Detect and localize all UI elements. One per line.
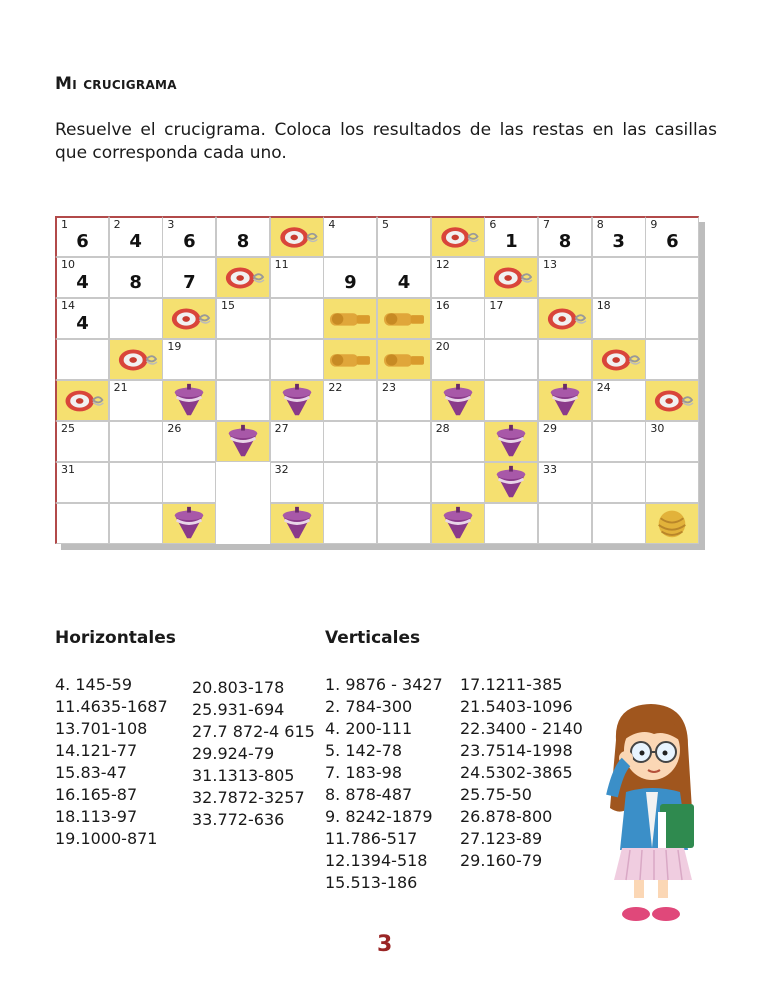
- horizontales-heading: Horizontales: [55, 628, 176, 648]
- crossword-cell[interactable]: [592, 421, 646, 462]
- clue-number: 32: [274, 463, 289, 476]
- clue-item: 17.1211-385: [460, 675, 563, 694]
- crossword-cell[interactable]: [431, 421, 485, 462]
- crossword-cell[interactable]: [55, 298, 109, 339]
- crossword-cell[interactable]: [592, 216, 646, 257]
- clue-item: 33.772-636: [192, 810, 285, 829]
- crossword-cell[interactable]: [55, 216, 109, 257]
- crossword-cell[interactable]: [55, 462, 109, 503]
- crossword-cell[interactable]: [109, 216, 163, 257]
- blocked-cell: [270, 380, 324, 421]
- clue-item: 25.931-694: [192, 700, 285, 719]
- clue-number: 14: [61, 299, 75, 312]
- clue-number: 6: [489, 218, 497, 231]
- crossword-cell[interactable]: [484, 380, 538, 421]
- cell-answer: 4: [397, 272, 411, 293]
- page-title: Mi crucigrama: [55, 74, 177, 94]
- crossword-cell[interactable]: [270, 339, 324, 380]
- crossword-cell[interactable]: [109, 462, 163, 503]
- clue-item: 32.7872-3257: [192, 788, 305, 807]
- cell-answer: 6: [666, 231, 679, 252]
- blocked-cell: [484, 421, 538, 462]
- crossword-cell[interactable]: [538, 462, 592, 503]
- blocked-cell: [484, 462, 538, 503]
- clue-item: 13.701-108: [55, 719, 148, 738]
- crossword-cell[interactable]: [431, 462, 485, 503]
- cell-answer: 8: [558, 231, 572, 252]
- clue-item: 20.803-178: [192, 678, 285, 697]
- verticales-column-1: [325, 674, 443, 894]
- crossword-cell[interactable]: [323, 257, 377, 298]
- blocked-cell: [162, 298, 216, 339]
- blocked-cell: [109, 339, 163, 380]
- blocked-cell: [162, 503, 216, 544]
- clue-number: 8: [596, 218, 604, 231]
- crossword-cell[interactable]: [431, 339, 485, 380]
- crossword-cell[interactable]: [592, 380, 646, 421]
- girl-illustration: [596, 700, 706, 930]
- blocked-cell: [216, 257, 270, 298]
- crossword-cell[interactable]: [645, 298, 699, 339]
- verticales-heading: Verticales: [325, 628, 421, 648]
- cell-answer: 4: [76, 313, 89, 334]
- crossword-cell[interactable]: [216, 380, 270, 421]
- blocked-cell: [323, 339, 377, 380]
- cell-answer: 7: [183, 272, 196, 293]
- crossword-cell[interactable]: [377, 421, 431, 462]
- page-number: 3: [377, 932, 393, 957]
- clue-item: 22.3400 - 2140: [460, 719, 583, 738]
- crossword-cell[interactable]: [377, 462, 431, 503]
- cell-answer: 4: [76, 272, 89, 293]
- clue-item: 24.5302-3865: [460, 763, 573, 782]
- crossword-cell[interactable]: [216, 216, 270, 257]
- clue-item: 15.83-47: [55, 763, 127, 782]
- crossword-cell[interactable]: [645, 257, 699, 298]
- crossword-cell[interactable]: [484, 216, 538, 257]
- crossword-cell[interactable]: [109, 503, 163, 544]
- cell-answer: 1: [505, 231, 518, 252]
- crossword-cell[interactable]: [162, 421, 216, 462]
- crossword-cell[interactable]: [431, 257, 485, 298]
- crossword-cell[interactable]: [162, 216, 216, 257]
- cell-answer: 3: [612, 231, 625, 252]
- crossword-cell[interactable]: [109, 298, 163, 339]
- cell-answer: 6: [183, 231, 196, 252]
- clue-number: 16: [435, 299, 450, 312]
- clue-number: 3: [167, 218, 175, 231]
- clue-item: 21.5403-1096: [460, 697, 573, 716]
- crossword-cell[interactable]: [645, 421, 699, 462]
- clue-item: 29.160-79: [460, 851, 543, 870]
- clue-item: 19.1000-871: [55, 829, 158, 848]
- clue-item: 16.165-87: [55, 785, 138, 804]
- clue-item: 11.786-517: [325, 829, 418, 848]
- blocked-cell: [55, 380, 109, 421]
- blocked-cell: [270, 503, 324, 544]
- crossword-cell[interactable]: [216, 339, 270, 380]
- crossword-cell[interactable]: [592, 298, 646, 339]
- clue-number: 1: [61, 218, 68, 231]
- clue-item: 7. 183-98: [325, 763, 403, 782]
- crossword-cell[interactable]: [270, 298, 324, 339]
- horizontales-column-1: [55, 674, 168, 850]
- crossword-cell[interactable]: [323, 503, 377, 544]
- clue-item: 4. 145-59: [55, 675, 133, 694]
- clue-item: 1. 9876 - 3427: [325, 675, 443, 694]
- crossword-cell[interactable]: [162, 462, 216, 503]
- clue-number: 15: [221, 299, 235, 312]
- blocked-cell: [645, 380, 699, 421]
- blocked-cell: [538, 298, 592, 339]
- clue-number: 7: [543, 218, 551, 231]
- crossword-cell[interactable]: [162, 339, 216, 380]
- blocked-cell: [431, 503, 485, 544]
- crossword-cell[interactable]: [216, 298, 270, 339]
- blocked-cell: [538, 380, 592, 421]
- clue-number: 26: [167, 422, 182, 435]
- crossword-cell[interactable]: [55, 503, 109, 544]
- crossword-cell[interactable]: [484, 339, 538, 380]
- clue-number: 17: [489, 299, 504, 312]
- crossword-cell[interactable]: [55, 421, 109, 462]
- clue-item: 15.513-186: [325, 873, 418, 892]
- crossword-cell[interactable]: [645, 216, 699, 257]
- blocked-cell: [377, 298, 431, 339]
- cell-answer: 8: [129, 272, 142, 293]
- crossword-cell[interactable]: [484, 298, 538, 339]
- crossword-cell[interactable]: [270, 462, 324, 503]
- blocked-cell: [162, 380, 216, 421]
- blocked-cell: [270, 216, 324, 257]
- clue-item: 26.878-800: [460, 807, 553, 826]
- crossword-cell[interactable]: [592, 257, 646, 298]
- crossword-cell[interactable]: [538, 216, 592, 257]
- crossword-cell[interactable]: [377, 503, 431, 544]
- clue-number: 20: [435, 340, 450, 353]
- horizontales-column-2: [192, 677, 315, 831]
- clue-number: 4: [328, 218, 336, 231]
- instructions: Resuelve el crucigrama. Coloca los resultados de las restas en las casillas que corresponda cada uno.: [55, 120, 717, 163]
- crossword-cell[interactable]: [270, 421, 324, 462]
- clue-number: 28: [435, 422, 450, 435]
- blocked-cell: [323, 298, 377, 339]
- clue-number: 33: [543, 463, 558, 476]
- clue-number: 23: [382, 381, 397, 394]
- crossword-cell[interactable]: [645, 339, 699, 380]
- cell-answer: 9: [344, 272, 357, 293]
- clue-number: 18: [596, 299, 611, 312]
- blocked-cell: [431, 216, 485, 257]
- clue-number: 2: [113, 218, 121, 231]
- cell-answer: 4: [129, 231, 142, 252]
- clue-item: 12.1394-518: [325, 851, 428, 870]
- crossword-cell[interactable]: [323, 216, 377, 257]
- crossword-cell[interactable]: [431, 298, 485, 339]
- blocked-cell: [592, 339, 646, 380]
- verticales-column-2: [460, 674, 583, 872]
- clue-item: 11.4635-1687: [55, 697, 168, 716]
- clue-number: 27: [274, 422, 289, 435]
- cell-answer: 8: [236, 231, 250, 252]
- clue-item: 14.121-77: [55, 741, 138, 760]
- crossword-cell[interactable]: [55, 339, 109, 380]
- crossword-cell[interactable]: [323, 462, 377, 503]
- clue-number: 19: [167, 340, 182, 353]
- crossword-cell[interactable]: [538, 257, 592, 298]
- clue-number: 31: [61, 463, 75, 476]
- clue-item: 9. 8242-1879: [325, 807, 433, 826]
- blocked-cell: [216, 421, 270, 462]
- crossword-cell[interactable]: [592, 503, 646, 544]
- crossword-cell[interactable]: [323, 380, 377, 421]
- crossword-cell[interactable]: [538, 339, 592, 380]
- blocked-cell: [377, 339, 431, 380]
- crossword-cell[interactable]: [484, 503, 538, 544]
- crossword-cell[interactable]: [377, 380, 431, 421]
- crossword-cell[interactable]: [55, 257, 109, 298]
- blocked-cell: [484, 257, 538, 298]
- clue-item: 2. 784-300: [325, 697, 413, 716]
- crossword-cell[interactable]: [538, 421, 592, 462]
- clue-item: 5. 142-78: [325, 741, 403, 760]
- clue-item: 29.924-79: [192, 744, 275, 763]
- crossword-grid: [55, 216, 699, 544]
- blocked-cell: [431, 380, 485, 421]
- blocked-cell: [645, 503, 699, 544]
- crossword-cell[interactable]: [270, 257, 324, 298]
- crossword-cell[interactable]: [377, 216, 431, 257]
- cell-answer: 6: [76, 231, 89, 252]
- clue-item: 4. 200-111: [325, 719, 413, 738]
- crossword-cell[interactable]: [162, 257, 216, 298]
- clue-number: 30: [650, 422, 665, 435]
- crossword-cell[interactable]: [109, 421, 163, 462]
- clue-number: 9: [650, 218, 658, 231]
- clue-number: 21: [113, 381, 128, 394]
- clue-number: 13: [543, 258, 558, 271]
- clue-item: 18.113-97: [55, 807, 138, 826]
- crossword-cell[interactable]: [592, 462, 646, 503]
- clue-number: 5: [382, 218, 390, 231]
- clue-number: 25: [61, 422, 75, 435]
- clue-number: 12: [435, 258, 450, 271]
- empty-space: [216, 503, 270, 544]
- crossword-cell[interactable]: [109, 257, 163, 298]
- clue-number: 10: [61, 258, 75, 271]
- clue-number: 24: [596, 381, 611, 394]
- crossword-cell[interactable]: [323, 421, 377, 462]
- clue-item: 27.7 872-4 615: [192, 722, 315, 741]
- crossword-cell[interactable]: [538, 503, 592, 544]
- clue-number: 11: [274, 258, 289, 271]
- clue-item: 31.1313-805: [192, 766, 295, 785]
- clue-number: 29: [543, 422, 558, 435]
- crossword-cell[interactable]: [645, 462, 699, 503]
- clue-item: 27.123-89: [460, 829, 543, 848]
- clue-item: 8. 878-487: [325, 785, 413, 804]
- clue-number: 22: [328, 381, 343, 394]
- clue-item: 25.75-50: [460, 785, 532, 804]
- empty-space: [216, 462, 270, 503]
- crossword-cell[interactable]: [377, 257, 431, 298]
- clue-item: 23.7514-1998: [460, 741, 573, 760]
- crossword-cell[interactable]: [109, 380, 163, 421]
